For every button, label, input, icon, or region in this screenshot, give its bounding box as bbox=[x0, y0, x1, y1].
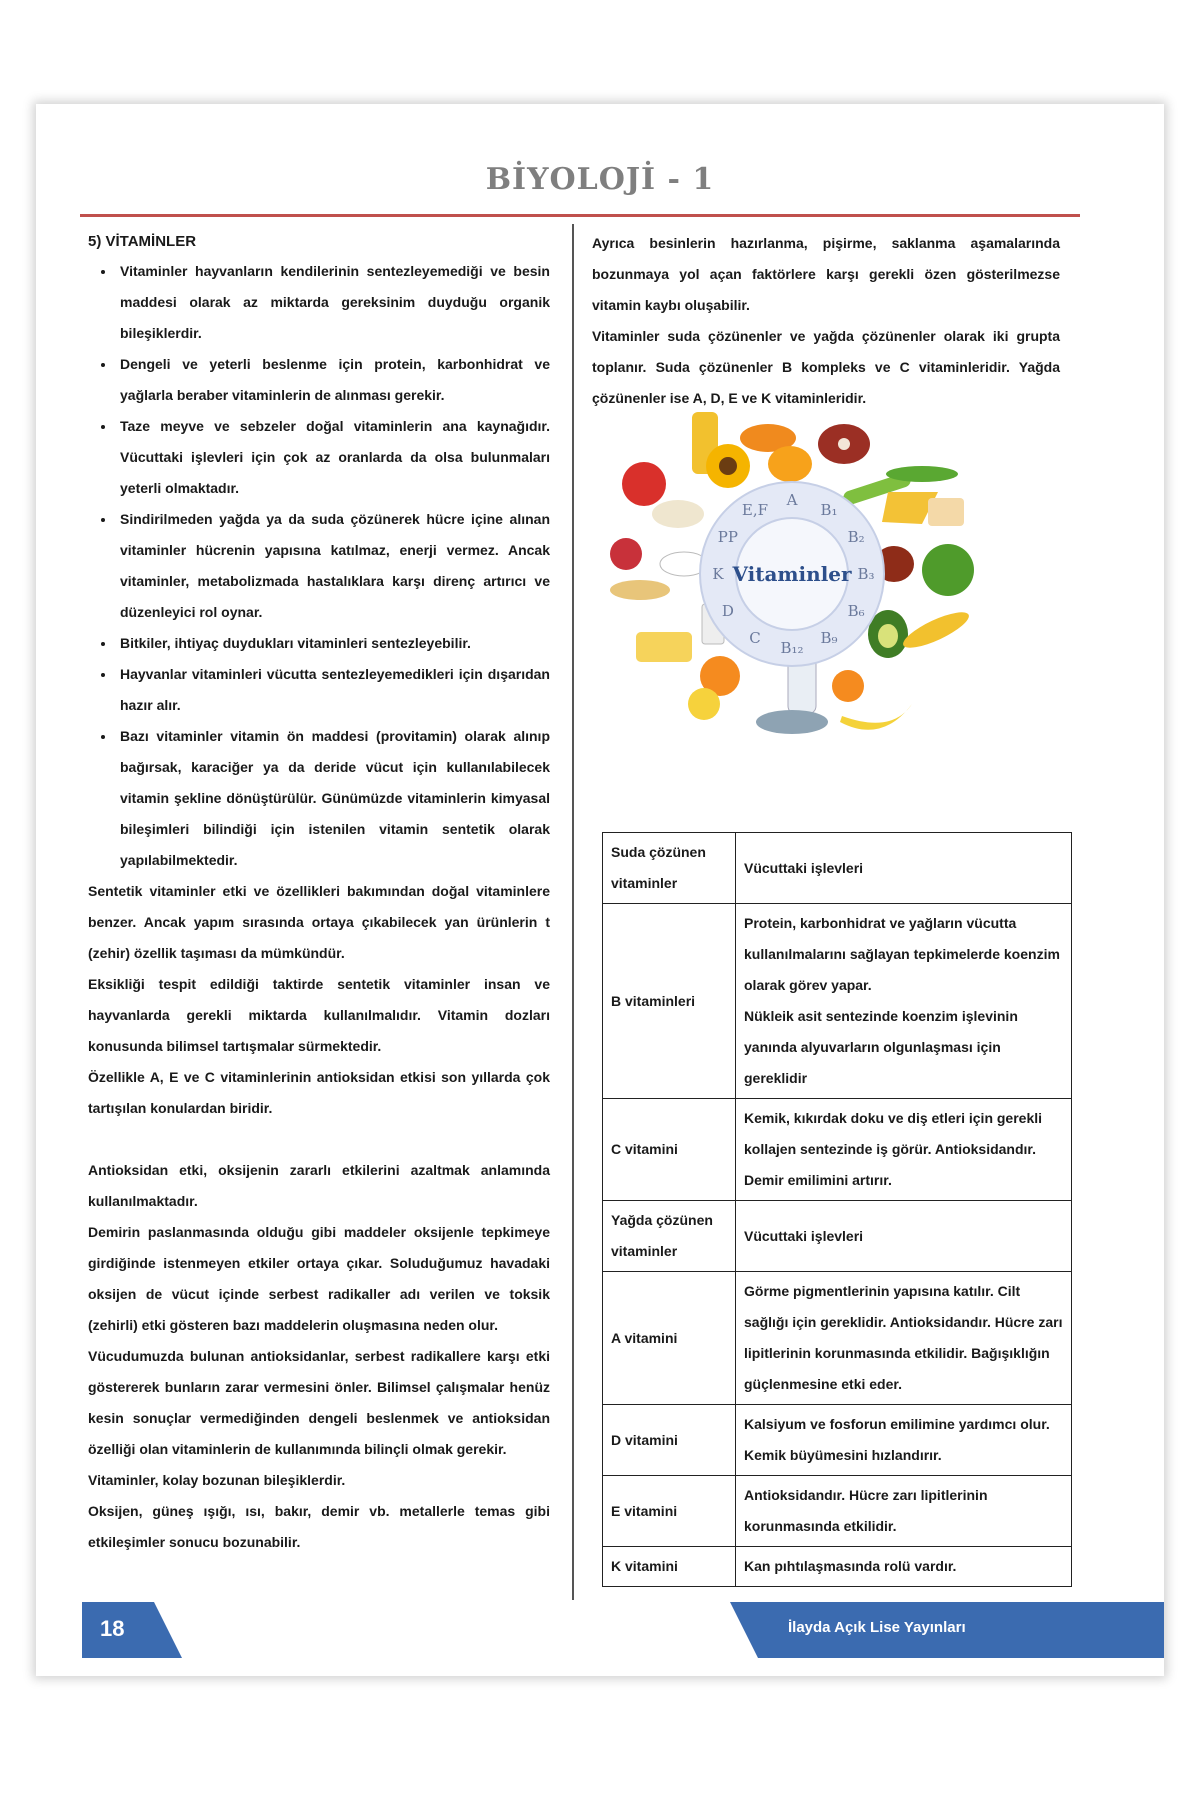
function-text: Antioksidandır. Hücre zarı lipitlerinin korunmasında etkilidir. bbox=[744, 1487, 988, 1534]
vitamin-ring-label: B₉ bbox=[820, 629, 838, 648]
vitamin-ring-label: PP bbox=[717, 528, 738, 546]
vitamin-function-cell bbox=[736, 1272, 1072, 1405]
header-text: Vücuttaki işlevleri bbox=[744, 859, 864, 876]
function-text: Protein, karbonhidrat ve yağların vücutta kullanılmalarını sağlayan tepkimelerde koenzim olarak görev yapar. bbox=[744, 915, 1060, 993]
paragraph: Vücudumuzda bulunan antioksidanlar, serbest radikallere karşı etki göstererek bunların zarar vermesini önler. Bilimsel çalışmalar henüz kesin sonuçlar vermediğinden dengeli beslenmek ve antioksidan özelliği olan vitaminlerin de kullanımında bilinçli olmak gerekir. bbox=[88, 1348, 550, 1457]
bullet-item: • Bazı vitaminler vitamin ön maddesi (provitamin) olarak alınıp bağırsak, karaciğer ya da deride vücut için kullanılabilecek vitamin şekline dönüştürülür. Günümüzde vitaminlerin kimyasal bileşimleri bilindiği için istenilen vitamin sentetik olarak yapılabilmektedir. bbox=[116, 721, 550, 876]
vitamin-ring-label: A bbox=[786, 491, 798, 509]
lemon-icon bbox=[688, 688, 720, 720]
vitamin-ring-label: B₁₂ bbox=[780, 639, 804, 657]
table-row bbox=[603, 904, 1072, 1099]
paragraph: Demirin paslanmasında olduğu gibi maddeler oksijenle tepkimeye girdiğinde istenmeyen etkiler ortaya çıkar. Soluduğumuz havadaki oksijen de vücut içinde serbest radikaller adı verilen ve toksik (zehirli) etki gösteren bazı maddelerin oluşmasına neden olur. bbox=[88, 1224, 550, 1333]
antioxidant-term: Antioksidan etki, bbox=[88, 1162, 208, 1178]
document-page bbox=[36, 104, 1164, 1676]
antioxidant-text: oksijenin zararlı etkilerini azaltmak anlamında kullanılmaktadır. bbox=[88, 1162, 550, 1209]
function-text: Kalsiyum ve fosforun emilimine yardımcı olur. Kemik büyümesini hızlandırır. bbox=[744, 1416, 1050, 1463]
bullet-item: • Bitkiler, ihtiyaç duydukları vitaminleri sentezleyebilir. bbox=[116, 628, 550, 659]
paragraph: Vitaminler, kolay bozunan bileşiklerdir. bbox=[88, 1472, 346, 1488]
paragraph: Sentetik vitaminler etki ve özellikleri bakımından doğal vitaminlere benzer. Ancak yapım sırasında ortaya çıkabilecek yan ürünlerin t (zehir) özellik taşıması da mümkündür. bbox=[88, 883, 550, 961]
function-text: Görme pigmentlerinin yapısına katılır. Cilt sağlığı için gereklidir. Antioksidandır. Hücre zarı lipitlerinin korunmasında etkilidir. Bağışıklığın güçlenmesine etki eder. bbox=[744, 1283, 1063, 1392]
vitamin-wheel bbox=[700, 482, 884, 666]
vitamin-name-cell: A vitamini bbox=[603, 1272, 736, 1405]
title-rule bbox=[80, 214, 1080, 217]
vitamin-ring-label: C bbox=[749, 629, 761, 648]
section-heading: 5) VİTAMİNLER bbox=[88, 233, 197, 250]
vitamin-name-cell: D vitamini bbox=[603, 1405, 736, 1476]
table-header-cell: Yağda çözünen vitaminler bbox=[603, 1201, 736, 1272]
vitamin-function-cell bbox=[736, 904, 1072, 1099]
vitamin-function-cell bbox=[736, 1099, 1072, 1201]
paragraph: Özellikle A, E ve C vitaminlerinin antioksidan etkisi son yıllarda çok tartışılan konulardan biridir. bbox=[88, 1069, 550, 1116]
paragraph: Ayrıca besinlerin hazırlanma, pişirme, saklanma aşamalarında bozunmaya yol açan faktörlere karşı gerekli özen gösterilmezse vitamin kaybı oluşabilir. bbox=[592, 235, 1060, 313]
vitamin-ring-label: B₁ bbox=[820, 500, 838, 519]
vitamin-name-cell: K vitamini bbox=[603, 1547, 736, 1587]
wheel-center-label: Vitaminler bbox=[732, 562, 852, 586]
vitamin-name-cell: C vitamini bbox=[603, 1099, 736, 1201]
table-row bbox=[603, 1099, 1072, 1201]
vitamin-name-cell: E vitamini bbox=[603, 1476, 736, 1547]
vitamin-function-cell bbox=[736, 1405, 1072, 1476]
bullet-item: • Hayvanlar vitaminleri vücutta sentezleyemedikleri için dışarıdan hazır alır. bbox=[116, 659, 550, 721]
vitamin-bullet-list bbox=[88, 256, 550, 876]
vitamins-table bbox=[602, 832, 1072, 1587]
header-text: Vücuttaki işlevleri bbox=[744, 1227, 864, 1244]
antioxidant-definition bbox=[88, 1155, 550, 1217]
table-header-cell bbox=[736, 1201, 1072, 1272]
table-row bbox=[603, 1476, 1072, 1547]
page-number: 18 bbox=[100, 1616, 125, 1641]
function-text: Kan pıhtılaşmasında rolü vardır. bbox=[744, 1558, 957, 1574]
peas-icon bbox=[886, 466, 958, 482]
page-number-tab bbox=[82, 1602, 182, 1658]
publisher-tab bbox=[730, 1602, 1164, 1658]
vitamin-ring-label: E,F bbox=[741, 500, 769, 519]
table-row bbox=[603, 1405, 1072, 1476]
table-header-cell: Suda çözünen vitaminler bbox=[603, 833, 736, 904]
publisher-name: İlayda Açık Lise Yayınları bbox=[788, 1619, 966, 1636]
paragraph: Oksijen, güneş ışığı, ısı, bakır, demir vb. metallerle temas gibi etkileşimler sonucu bozunabilir. bbox=[88, 1503, 550, 1550]
bullet-item: • Taze meyve ve sebzeler doğal vitaminlerin ana kaynağıdır. Vücuttaki işlevleri için çok az oranlarda da olsa bulunmaları yeterli olmaktadır. bbox=[116, 411, 550, 504]
table-row bbox=[603, 1272, 1072, 1405]
table-row bbox=[603, 1547, 1072, 1587]
vitamin-ring-label: B₂ bbox=[847, 528, 865, 546]
bullet-item: • Vitaminler hayvanların kendilerinin sentezleyemediği ve besin maddesi olarak az miktarda gereksinim duyduğu organik bileşiklerdir. bbox=[116, 256, 550, 349]
pepper-icon bbox=[768, 446, 812, 482]
vitamin-function-cell bbox=[736, 1547, 1072, 1587]
vitamin-name-cell: B vitaminleri bbox=[603, 904, 736, 1099]
vitamin-ring-label: B₆ bbox=[847, 602, 865, 620]
vitamin-function-cell bbox=[736, 1476, 1072, 1547]
table-header-row bbox=[603, 833, 1072, 904]
bullet-item: • Dengeli ve yeterli beslenme için protein, karbonhidrat ve yağlarla beraber vitaminlerin de alınması gerekir. bbox=[116, 349, 550, 411]
bread-icon bbox=[928, 498, 964, 526]
vitamin-ring-label: D bbox=[721, 602, 734, 620]
fish-icon bbox=[756, 710, 828, 734]
banana-icon bbox=[840, 704, 912, 730]
column-divider bbox=[572, 224, 574, 1600]
table-header-row bbox=[603, 1201, 1072, 1272]
orange-icon bbox=[832, 670, 864, 702]
tomato-icon bbox=[622, 462, 666, 506]
function-text: Nükleik asit sentezinde koenzim işlevinin yanında alyuvarların olgunlaşması için gereklidir bbox=[744, 1008, 1018, 1086]
function-text: Kemik, kıkırdak doku ve diş etleri için gerekli kollajen sentezinde iş görür. Antioksidandır. Demir emilimini artırır. bbox=[744, 1110, 1043, 1188]
spacer bbox=[88, 1124, 550, 1155]
left-column bbox=[88, 228, 550, 1558]
mushroom-icon bbox=[652, 500, 704, 528]
radish-icon bbox=[610, 538, 642, 570]
page-title: BİYOLOJİ - 1 bbox=[485, 162, 715, 197]
vitamins-food-illustration bbox=[592, 404, 1052, 754]
butter-icon bbox=[636, 632, 692, 662]
corn-icon bbox=[899, 606, 973, 655]
bullet-item: • Sindirilmeden yağda ya da suda çözünerek hücre içine alınan vitaminler hücrenin yapısına katılmaz, enerji vermez. Ancak vitaminler, metabolizmada hastalıklara karşı direnç artırıcı ve düzenleyici rol oynar. bbox=[116, 504, 550, 628]
paragraph: Vitaminler suda çözünenler ve yağda çözünenler olarak iki grupta toplanır. Suda çözünenler B kompleks ve C vitaminleridir. Yağda çözünenler ise A, D, E ve K vitaminleridir. bbox=[592, 328, 1060, 406]
wheat-icon bbox=[610, 580, 670, 600]
table-header-cell bbox=[736, 833, 1072, 904]
right-column bbox=[592, 228, 1060, 414]
vitamin-ring-label: K bbox=[712, 565, 724, 583]
paragraph: Eksikliği tespit edildiği taktirde sentetik vitaminler insan ve hayvanlarda gerekli miktarda kullanılmalıdır. Vitamin dozları konusunda bilimsel tartışmalar sürmektedir. bbox=[88, 976, 550, 1054]
vitamin-ring-label: B₃ bbox=[857, 565, 875, 583]
broccoli-icon bbox=[922, 544, 974, 596]
